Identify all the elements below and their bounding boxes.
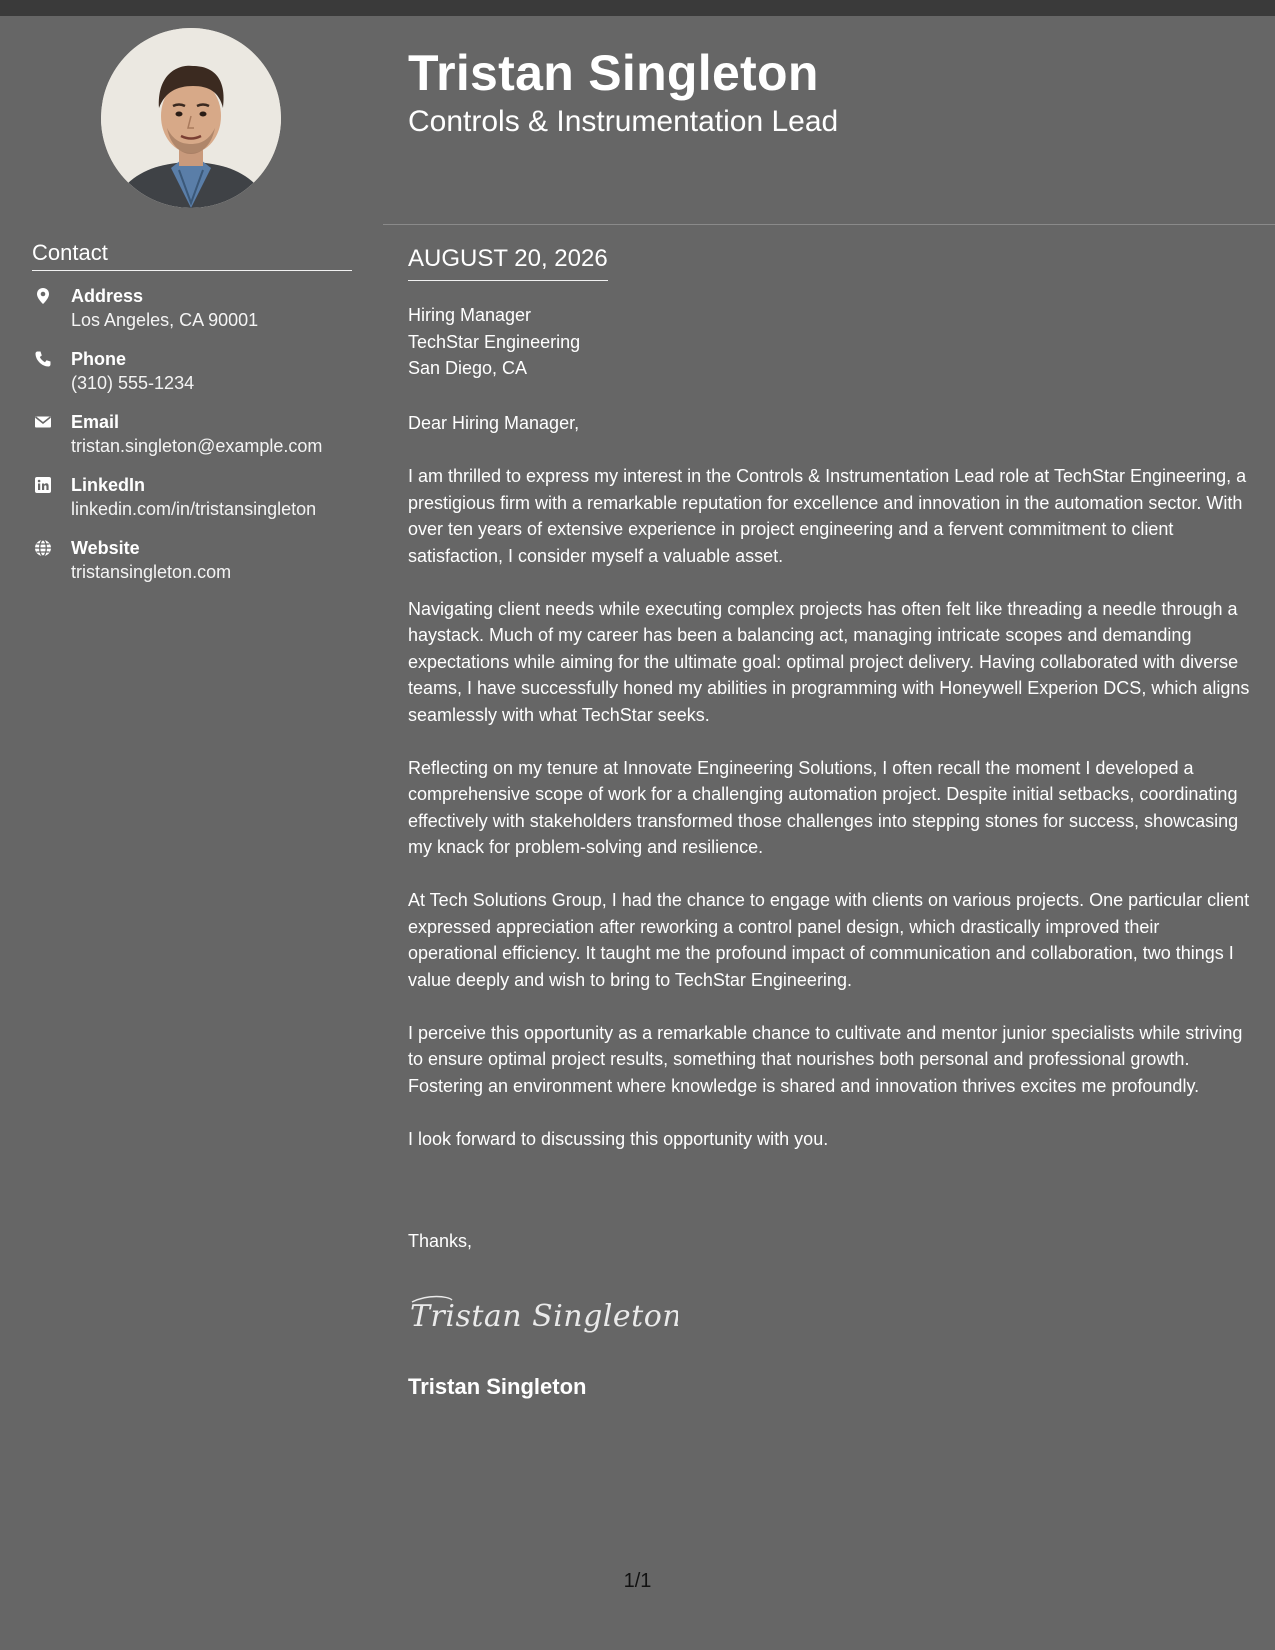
contact-value: (310) 555-1234 [71, 373, 195, 393]
contact-item-address [32, 284, 362, 347]
website-link[interactable]: tristansingleton.com [71, 562, 232, 582]
letter-paragraph: I look forward to discussing this opportunity with you. [408, 1128, 829, 1149]
email-icon [34, 413, 52, 431]
profile-photo [101, 28, 281, 208]
top-bar [0, 0, 1275, 16]
contact-item-linkedin [32, 473, 362, 536]
contact-label: Email [71, 412, 120, 432]
contact-list [32, 284, 362, 599]
letter-date: AUGUST 20, 2026 [408, 244, 608, 281]
location-pin-icon [34, 287, 52, 305]
recipient-block [408, 302, 580, 382]
recipient-line: Hiring Manager [408, 305, 532, 325]
contact-label: Address [71, 286, 144, 306]
letter-paragraph: I am thrilled to express my interest in the Controls & Instrumentation Lead role at TechStar Engineering, a prestigious firm with a remarkable reputation for excellence and innovation in the automation sector. With over ten years of extensive experience in project engineering and a fervent commitment to client satisfaction, I consider myself a valuable asset. [408, 466, 1247, 566]
linkedin-icon [34, 476, 52, 494]
contact-item-website [32, 536, 362, 599]
page-number: 1/1 [623, 1570, 652, 1592]
signed-name: Tristan Singleton [408, 1374, 587, 1399]
linkedin-link[interactable]: linkedin.com/in/tristansingleton [71, 499, 317, 519]
email-link[interactable]: tristan.singleton@example.com [71, 436, 323, 456]
globe-icon [34, 539, 52, 557]
contact-heading: Contact [32, 240, 352, 271]
contact-label: LinkedIn [71, 475, 146, 495]
signature-text: Tristan Singleton [410, 1299, 678, 1334]
letter-body [408, 410, 1253, 1179]
candidate-name: Tristan Singleton [408, 45, 819, 101]
header-divider [383, 224, 1275, 225]
letter-paragraph: At Tech Solutions Group, I had the chance to engage with clients on various projects. One particular client expressed appreciation after reworking a control panel design, which drastically improved their operational efficiency. It taught me the profound impact of communication and collaboration, two things I value deeply and wish to bring to TechStar Engineering. [408, 890, 1250, 990]
letter-paragraph: Reflecting on my tenure at Innovate Engineering Solutions, I often recall the moment I developed a comprehensive scope of work for a challenging automation project. Despite initial setbacks, coordinating effectively with stakeholders transformed those challenges into stepping stones for success, showcasing my knack for problem-solving and resilience. [408, 757, 1239, 857]
closing: Thanks, [408, 1231, 473, 1251]
contact-label: Website [71, 538, 140, 558]
phone-icon [34, 350, 52, 368]
contact-label: Phone [71, 349, 127, 369]
handwritten-signature [408, 1290, 678, 1338]
recipient-line: San Diego, CA [408, 358, 528, 378]
job-title: Controls & Instrumentation Lead [408, 105, 839, 138]
salutation: Dear Hiring Manager, [408, 413, 580, 433]
contact-item-phone [32, 347, 362, 410]
contact-value: Los Angeles, CA 90001 [71, 310, 259, 330]
letter-paragraph: Navigating client needs while executing complex projects has often felt like threading a needle through a haystack. Much of my career has been a balancing act, managing intricate scopes and demanding expectations while aiming for the ultimate goal: optimal project delivery. Having collaborated with diverse teams, I have successfully honed my abilities in programming with Honeywell Experion DCS, which aligns seamlessly with what TechStar seeks. [408, 598, 1250, 725]
contact-item-email [32, 410, 362, 473]
recipient-line: TechStar Engineering [408, 331, 581, 352]
letter-paragraph: I perceive this opportunity as a remarkable chance to cultivate and mentor junior specialists while striving to ensure optimal project results, something that nourishes both personal and professional growth. Fostering an environment where knowledge is shared and innovation thrives excites me profoundly. [408, 1022, 1243, 1096]
